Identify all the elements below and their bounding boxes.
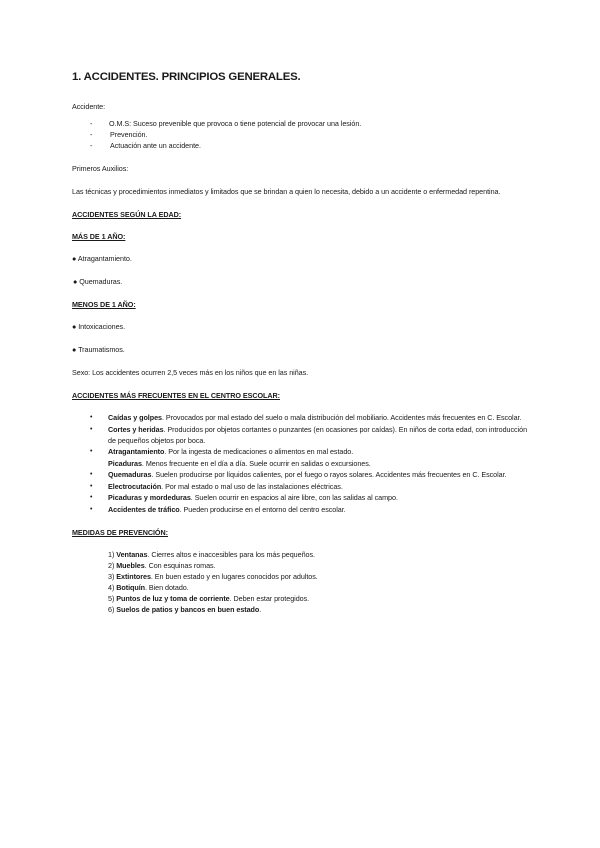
- list-item: 2) Muebles. Con esquinas romas.: [108, 560, 216, 570]
- accidente-label: Accidente:: [72, 102, 106, 111]
- prevencion-heading: MEDIDAS DE PREVENCIÓN:: [72, 527, 168, 537]
- list-item: • Accidentes de tráfico. Pueden producirse en el entorno del centro escolar.: [90, 504, 532, 515]
- list-item: 5) Puntos de luz y toma de corriente. Deben estar protegidos.: [108, 593, 310, 603]
- list-item: 4) Botiquín. Bien dotado.: [108, 582, 189, 592]
- list-item: - O.M.S: Suceso prevenible que provoca o tiene potencial de provocar una lesión.: [90, 118, 532, 129]
- accidente-list: [90, 118, 532, 151]
- mas-item: ● Atragantamiento.: [72, 254, 132, 263]
- edad-heading: ACCIDENTES SEGÚN LA EDAD:: [72, 210, 182, 219]
- menos-item: ● Intoxicaciones.: [72, 322, 126, 331]
- sexo-text: Sexo: Los accidentes ocurren 2,5 veces más en los niños que en las niñas.: [72, 368, 309, 377]
- list-item: 3) Extintores. En buen estado y en lugares conocidos por adultos.: [108, 571, 318, 581]
- list-item: 1) Ventanas. Cierres altos e inaccesibles para los más pequeños.: [108, 549, 315, 559]
- escolar-heading: ACCIDENTES MÁS FRECUENTES EN EL CENTRO ESCOLAR:: [72, 391, 280, 400]
- menos-item: ● Traumatismos.: [72, 345, 125, 354]
- list-item: Picaduras. Menos frecuente en el día a día. Suele ocurrir en salidas o excursiones.: [108, 458, 371, 468]
- list-item: • Atragantamiento. Por la ingesta de medicaciones o alimentos en mal estado.: [90, 446, 532, 457]
- page-title: 1. ACCIDENTES. PRINCIPIOS GENERALES.: [72, 71, 301, 83]
- mas-heading: MÁS DE 1 AÑO:: [72, 232, 126, 241]
- prevencion-list: [108, 549, 532, 615]
- list-item: • Picaduras y mordeduras. Suelen ocurrir en espacios al aire libre, con las salidas al campo.: [90, 492, 532, 503]
- document-content: [72, 70, 532, 615]
- mas-item: ● Quemaduras.: [73, 277, 123, 286]
- escolar-list: [90, 412, 532, 515]
- list-item: • Electrocutación. Por mal estado o mal uso de las instalaciones eléctricas.: [90, 481, 532, 492]
- primeros-label: Primeros Auxilios:: [72, 164, 129, 173]
- list-item: • Caídas y golpes. Provocados por mal estado del suelo o mala distribución del mobiliario. Accidentes más frecuentes en C. Escolar.: [90, 412, 532, 423]
- list-item: - Actuación ante un accidente.: [90, 140, 532, 151]
- list-item: • Cortes y heridas. Producidos por objetos cortantes o punzantes (en ocasiones por caídas). En niños de corta edad, con introducción de pequeños objetos por boca.: [90, 424, 532, 446]
- list-item: 6) Suelos de patios y bancos en buen estado.: [108, 604, 262, 614]
- menos-heading: MENOS DE 1 AÑO:: [72, 300, 136, 309]
- list-item: • Quemaduras. Suelen producirse por líquidos calientes, por el fuego o rayos solares. Accidentes más frecuentes en C. Escolar.: [90, 469, 532, 480]
- list-item: - Prevención.: [90, 129, 532, 140]
- primeros-text: Las técnicas y procedimientos inmediatos y limitados que se brindan a quien lo necesita, debido a un accidente o enfermedad repentina.: [72, 187, 501, 196]
